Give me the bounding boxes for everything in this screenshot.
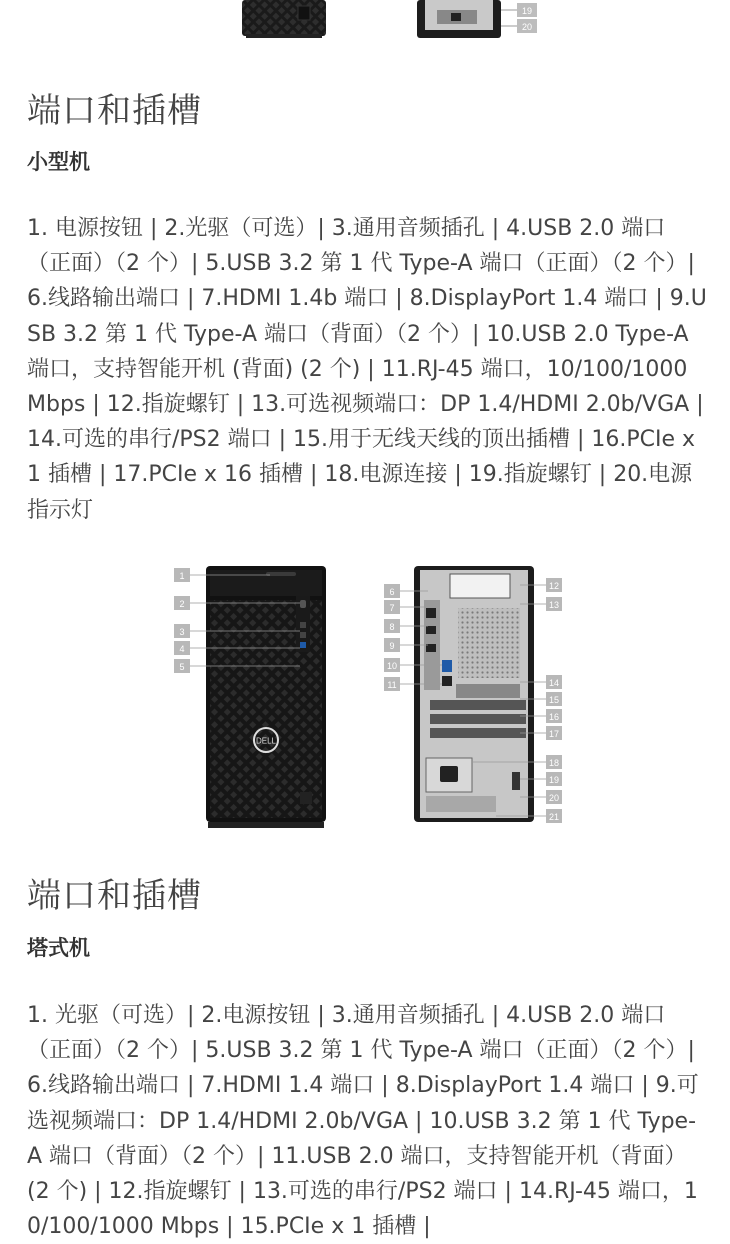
section-subheading-small: 小型机 <box>27 150 90 174</box>
callout-10: 10 <box>386 661 398 671</box>
callout-5: 5 <box>179 662 185 672</box>
small-pc-front-image <box>242 0 326 40</box>
callout-19: 19 <box>521 6 533 16</box>
dell-logo-text: DELL <box>255 736 277 746</box>
callout-14: 14 <box>548 678 560 688</box>
tower-back <box>414 566 534 822</box>
callout-19b: 19 <box>548 775 560 785</box>
callout-12: 12 <box>548 581 560 591</box>
section-subheading-tower: 塔式机 <box>27 936 90 960</box>
tower-pc-ports-image <box>170 560 570 835</box>
ports-description-tower: 1. 光驱（可选）| 2.电源按钮 | 3.通用音频插孔 | 4.USB 2.0 端口（正面）（2 个）| 5.USB 3.2 第 1 代 Type-A 端口（正面）（2 个）| 6.线路输出端口 | 7.HDMI 1.4 端口 | 8.DisplayPort 1.4 端口 | 9.可选视频端口：DP 1.4/HDMI 2.0b/VGA | 10.USB 3.2 第 1 代 Type-A 端口（背面）（2 个）| 11.USB 2.0 端口，支持智能开机（背面）(2 个) | 12.指旋螺钉 | 13.可选的串行/PS2 端口 | 14.RJ-45 端口，10/100/1000 Mbps | 15.PCIe x 1 插槽 | <box>27 1003 699 1240</box>
callout-1: 1 <box>179 571 185 581</box>
small-pc-back-image <box>417 0 541 40</box>
callout-15: 15 <box>548 695 560 705</box>
callout-3: 3 <box>179 627 185 637</box>
callout-16: 16 <box>548 712 560 722</box>
callout-9: 9 <box>389 641 395 651</box>
callout-17: 17 <box>548 729 560 739</box>
ports-description-small: 1. 电源按钮 | 2.光驱（可选）| 3.通用音频插孔 | 4.USB 2.0 端口（正面）（2 个）| 5.USB 3.2 第 1 代 Type-A 端口（正面）（2 个）| 6.线路输出端口 | 7.HDMI 1.4b 端口 | 8.DisplayPort 1.4 端口 | 9.USB 3.2 第 1 代 Type-A 端口（背面）（2 个）| 10.USB 2.0 Type-A 端口，支持智能开机 (背面) (2 个) | 11.RJ-45 端口，10/100/1000 Mbps | 12.指旋螺钉 | 13.可选视频端口：DP 1.4/HDMI 2.0b/VGA | 14.可选的串行/PS2 端口 | 15.用于无线天线的顶出插槽 | 16.PCIe x 1 插槽 | 17.PCIe x 16 插槽 | 18.电源连接 | 19.指旋螺钉 | 20.电源指示灯 <box>27 216 707 523</box>
callout-21: 21 <box>548 812 560 822</box>
section-heading-tower: 端口和插槽 <box>27 876 202 916</box>
callout-13: 13 <box>548 600 560 610</box>
callout-6: 6 <box>389 587 395 597</box>
section-heading-small: 端口和插槽 <box>27 91 202 131</box>
callout-2: 2 <box>179 599 185 609</box>
callout-7: 7 <box>389 603 395 613</box>
callout-18: 18 <box>548 758 560 768</box>
callout-8: 8 <box>389 622 395 632</box>
callout-11: 11 <box>387 680 397 690</box>
callout-20: 20 <box>521 22 533 32</box>
callout-4: 4 <box>179 644 185 654</box>
tower-front <box>206 566 326 828</box>
callout-20b: 20 <box>548 793 560 803</box>
